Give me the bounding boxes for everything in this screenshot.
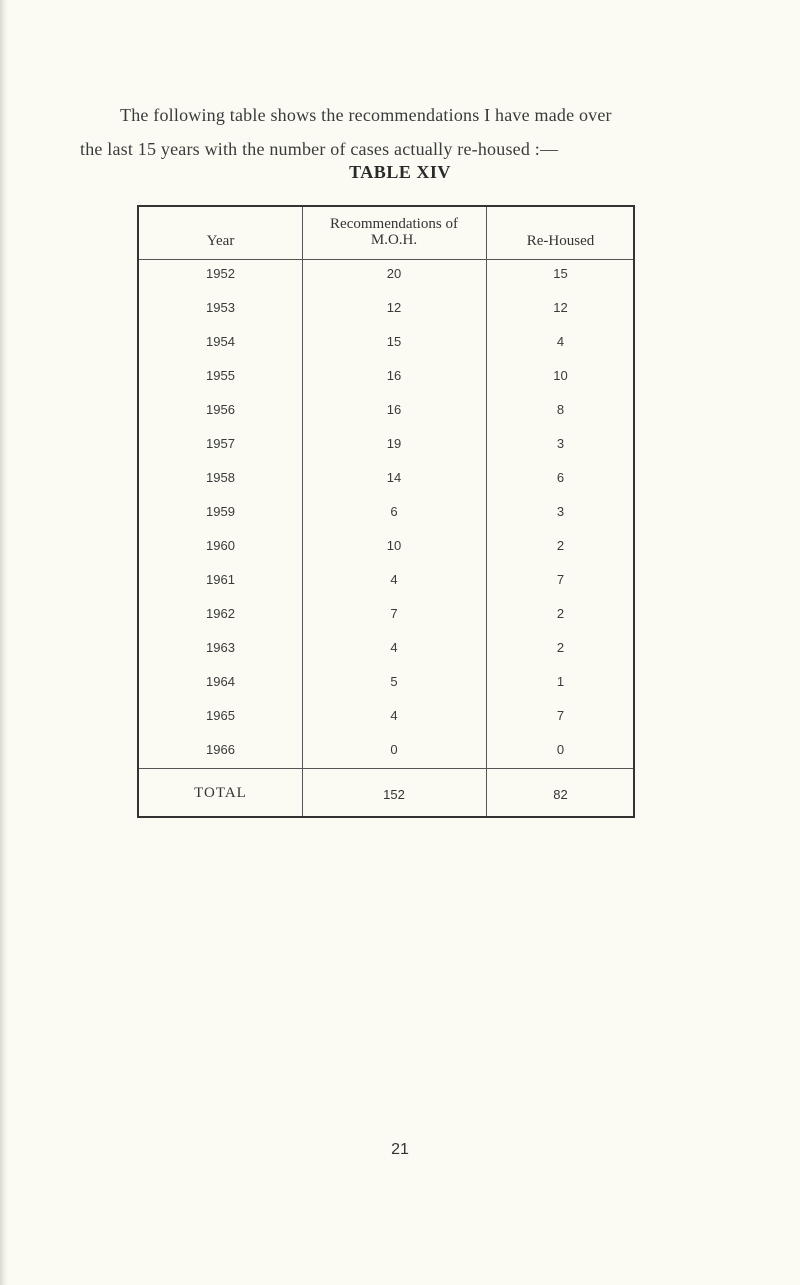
cell-year: 1964 [206,674,235,689]
table-row [139,334,633,354]
total-recommendations: 152 [383,787,405,802]
table-row [139,674,633,694]
cell-recommendations: 5 [390,674,398,689]
cell-year: 1954 [206,334,235,349]
table-title: TABLE XIV [349,162,451,182]
total-rule [139,768,633,769]
table-row [139,436,633,456]
total-label: TOTAL [194,785,247,801]
cell-rehoused: 3 [556,436,565,451]
table-row [139,606,633,626]
table-row [139,708,633,728]
cell-recommendations: 12 [386,300,402,315]
cell-year: 1962 [206,606,235,621]
cell-rehoused: 2 [556,640,565,655]
cell-recommendations: 10 [386,538,402,553]
page-number: 21 [391,1141,409,1158]
header-recommendations-line-2: M.O.H. [370,232,418,248]
cell-recommendations: 16 [386,368,402,383]
cell-recommendations: 6 [390,504,398,519]
table-row [139,640,633,660]
table-row [139,470,633,490]
cell-year: 1952 [206,266,235,281]
cell-recommendations: 20 [386,266,402,281]
table-row [139,300,633,320]
table-row [139,402,633,422]
cell-year: 1959 [206,504,235,519]
cell-year: 1961 [206,572,235,587]
table-row [139,538,633,558]
cell-year: 1957 [206,436,235,451]
header-year: Year [206,233,235,249]
cell-rehoused: 12 [553,300,568,315]
cell-rehoused: 7 [556,572,565,587]
intro-line-1: The following table shows the recommendations I have made over [120,105,612,125]
cell-rehoused: 2 [556,538,565,553]
table-row [139,572,633,592]
cell-recommendations: 19 [386,436,402,451]
cell-recommendations: 14 [386,470,402,485]
table-row [139,368,633,388]
cell-recommendations: 0 [390,742,398,757]
cell-rehoused: 3 [556,504,565,519]
data-table [137,205,635,818]
cell-year: 1966 [206,742,235,757]
cell-year: 1956 [206,402,235,417]
intro-paragraph [80,98,740,166]
header-rehoused: Re-Housed [526,233,595,249]
cell-recommendations: 4 [390,708,398,723]
cell-year: 1953 [206,300,235,315]
cell-year: 1958 [206,470,235,485]
header-recommendations [302,216,486,248]
cell-rehoused: 4 [556,334,565,349]
cell-year: 1960 [206,538,235,553]
table-row [139,266,633,286]
header-rule [139,259,633,260]
header-recommendations-line-1: Recommendations of [330,216,458,232]
cell-rehoused: 2 [556,606,565,621]
table-row [139,742,633,762]
cell-recommendations: 7 [390,606,398,621]
total-rehoused: 82 [553,787,568,802]
cell-rehoused: 15 [553,266,568,281]
cell-rehoused: 7 [556,708,565,723]
cell-recommendations: 4 [390,572,398,587]
cell-year: 1955 [206,368,235,383]
cell-rehoused: 10 [553,368,568,383]
cell-rehoused: 0 [556,742,565,757]
cell-year: 1965 [206,708,235,723]
intro-line-2: the last 15 years with the number of cases actually re-housed :— [80,139,559,159]
cell-year: 1963 [206,640,235,655]
cell-recommendations: 15 [386,334,402,349]
table-row [139,504,633,524]
cell-rehoused: 6 [556,470,565,485]
cell-recommendations: 16 [386,402,402,417]
cell-recommendations: 4 [390,640,398,655]
cell-rehoused: 8 [556,402,565,417]
cell-rehoused: 1 [556,674,565,689]
page-edge [0,0,8,1285]
